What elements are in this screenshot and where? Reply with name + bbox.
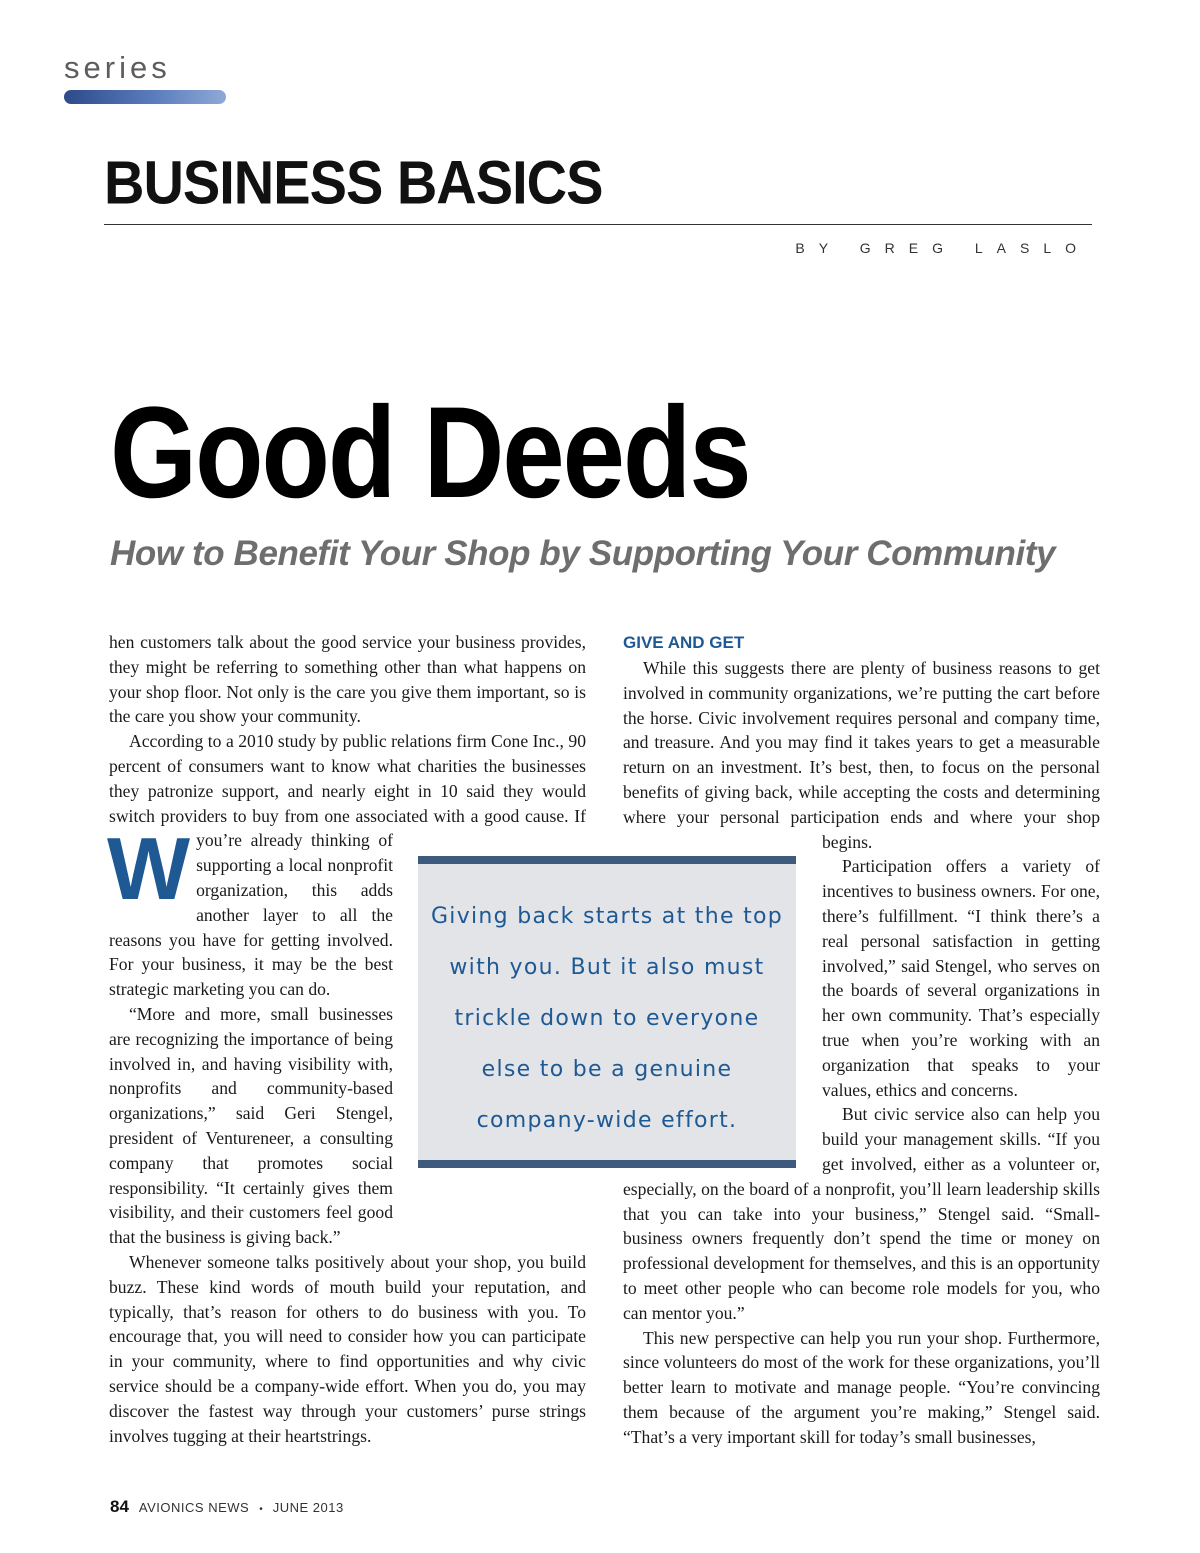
series-accent-bar	[64, 90, 226, 104]
drop-cap: W	[107, 819, 191, 918]
body-paragraph: This new perspective can help you run your shop. Furthermore, since volunteers do most of the work for these organizations, you’ll better learn to motivate and manage people. “You’re convincing them because of the argument you’re making,” Stengel said. “That’s a very important skill for today’s small businesses,	[623, 1327, 1100, 1447]
body-paragraph: But civic service also can help you build your management skills. “If you get involved, either as a volunteer or, especially, on the board of a nonprofit, you’ll learn leadership skills that you can take into your business,” Stengel said. “Small-business owners frequently don’t spend the time or money on professional development for themselves, and this is an opportunity to meet other people who can become role models for you, who can mentor you.”	[623, 1104, 1100, 1323]
section-title: BUSINESS BASICS	[104, 147, 603, 217]
series-label: series	[64, 50, 171, 85]
page-footer	[110, 1497, 344, 1517]
article-title: Good Deeds	[110, 379, 750, 525]
publication-name: AVIONICS NEWS	[138, 1500, 250, 1515]
pull-quote-line: trickle down to everyone	[454, 1006, 760, 1031]
issue-date: JUNE 2013	[272, 1500, 344, 1515]
footer-separator: •	[259, 1504, 263, 1515]
body-paragraph: Participation offers a variety of incentives to business owners. For one, there’s fulfillment. “I think there’s a real personal satisfaction in getting involved,” said Stengel, who serves on the boards of several organizations in her own community. That’s especially true when you’re working with an organization that speaks to your values, ethics and concerns.	[822, 856, 1100, 1100]
title-divider	[104, 224, 1092, 225]
byline: BY GREG LASLO	[795, 240, 1090, 256]
body-paragraph: Whenever someone talks positively about your shop, you build buzz. These kind words of mouth build your reputation, and typically, that’s reason for others to do business with you. To encourage that, you will need to consider how you can participate in your community, where to find opportunities and why civic service should be a company-wide effort. When you do, you may discover the fastest way through your customers’ purse strings involves tugging at their heartstrings.	[109, 1251, 586, 1446]
body-paragraph: According to a 2010 study by public relations firm Cone Inc., 90 percent of consumers want to know what charities the businesses they patronize support, and nearly eight in 10 said they would switch providers to buy from one associated with a good cause. If you’re already thinking of supporting a local nonprofit organization, this adds another layer to all the reasons you have for getting involved. For your business, it may be the best strategic marketing you can do.	[109, 731, 586, 1000]
pull-quote-line: Giving back starts at the top	[430, 904, 784, 929]
page-number: 84	[110, 1497, 129, 1516]
section-heading: GIVE AND GET	[623, 633, 745, 652]
body-paragraph: W hen customers talk about the good service your business provides, they might be referring to something other than what happens on your shop floor. Not only is the care you give them important, so is the care you show your community.	[107, 632, 586, 918]
pull-quote	[418, 856, 796, 1168]
pull-quote-line: company-wide effort.	[476, 1108, 738, 1133]
body-paragraph: While this suggests there are plenty of business reasons to get involved in community organizations, we’re putting the cart before the horse. Civic involvement requires personal and company time, and treasure. And you may find it takes years to get a measurable return on an investment. It’s best, then, to focus on the personal benefits of giving back, while accepting the costs and determining where your personal participation ends and where your shop begins.	[623, 658, 1100, 852]
pull-quote-line: with you. But it also must	[449, 955, 765, 980]
pull-quote-line: else to be a genuine	[481, 1057, 733, 1082]
article-subtitle: How to Benefit Your Shop by Supporting Your Community	[110, 534, 1056, 573]
body-paragraph: “More and more, small businesses are recognizing the importance of being involved in, and having visibility with, nonprofits and community-based organizations,” said Geri Stengel, president of Ventureneer, a consulting company that promotes social responsibility. “It certainly gives them visibility, and their customers feel good that the business is giving back.”	[109, 1003, 393, 1248]
